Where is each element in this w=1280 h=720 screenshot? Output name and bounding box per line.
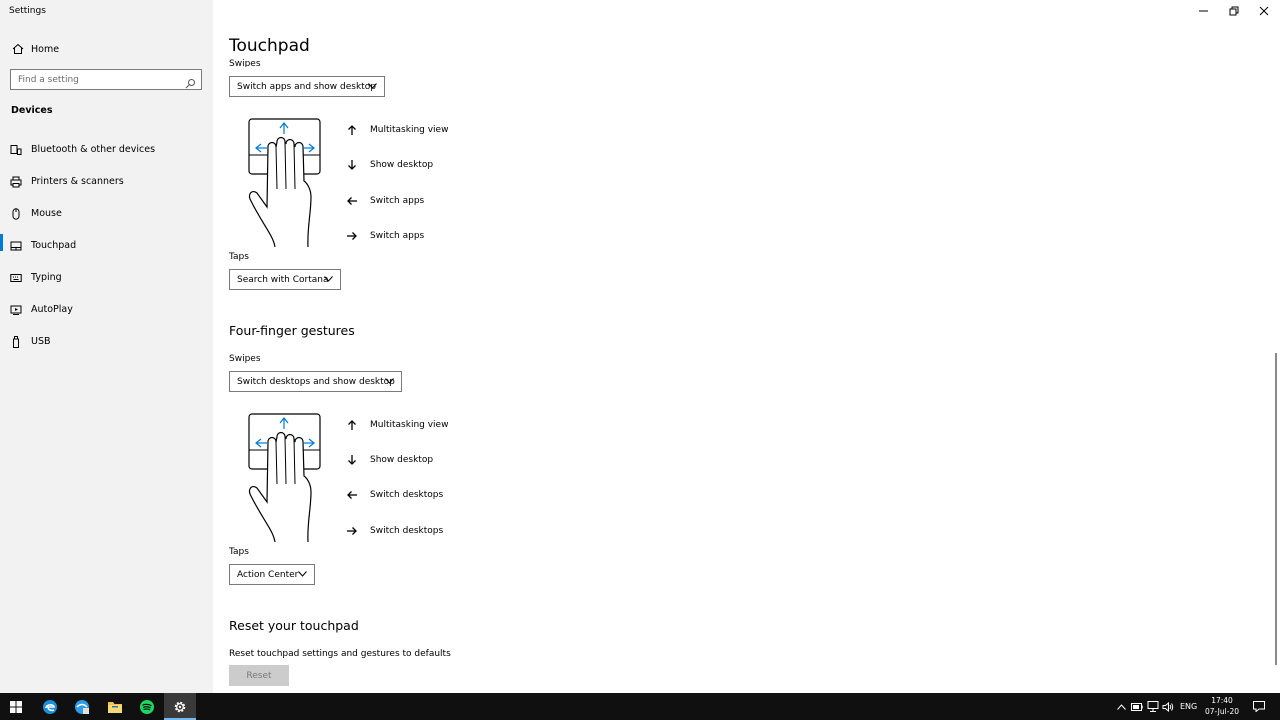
sidebar-item-label: USB xyxy=(31,336,51,347)
arrow-down-icon xyxy=(346,159,358,171)
reset-button[interactable]: Reset xyxy=(229,665,289,686)
folder-icon xyxy=(107,700,123,714)
gesture-label: Multitasking view xyxy=(370,125,449,135)
four-finger-taps-dropdown[interactable] xyxy=(229,564,315,585)
sidebar-item-printers[interactable] xyxy=(0,171,213,203)
volume-icon xyxy=(1162,702,1174,712)
four-finger-swipes-label: Swipes xyxy=(229,354,261,364)
arrow-left-icon xyxy=(346,489,358,501)
taskbar-file-explorer[interactable] xyxy=(99,693,131,720)
spotify-icon xyxy=(139,699,155,715)
close-button[interactable] xyxy=(1249,0,1279,22)
sidebar-item-touchpad[interactable] xyxy=(0,235,213,267)
three-finger-gesture-illustration xyxy=(245,117,325,247)
notification-icon xyxy=(1253,701,1265,712)
four-finger-swipes-dropdown[interactable] xyxy=(229,371,402,392)
page-title: Touchpad xyxy=(229,36,310,56)
sidebar-nav xyxy=(0,139,213,363)
search-box[interactable] xyxy=(10,69,202,90)
gear-icon xyxy=(173,700,187,714)
four-finger-right-row xyxy=(346,523,444,539)
sidebar-item-label: Printers & scanners xyxy=(31,176,124,187)
three-finger-swipes-dropdown[interactable] xyxy=(229,76,385,97)
reset-heading: Reset your touchpad xyxy=(229,618,359,633)
gesture-label: Show desktop xyxy=(370,160,434,170)
three-finger-left-row xyxy=(346,193,425,209)
close-icon xyxy=(1259,6,1269,16)
reset-description: Reset touchpad settings and gestures to defaults xyxy=(229,649,451,659)
app-title: Settings xyxy=(9,6,46,16)
home-icon xyxy=(11,42,25,56)
chevron-down-icon xyxy=(368,83,377,89)
four-finger-gesture-illustration xyxy=(245,412,325,542)
gesture-label: Show desktop xyxy=(370,455,434,465)
taskbar-clock[interactable] xyxy=(1202,695,1242,717)
search-icon[interactable] xyxy=(185,74,196,85)
taskbar-app-2[interactable] xyxy=(66,693,98,720)
gesture-label: Multitasking view xyxy=(370,420,449,430)
taskbar xyxy=(0,693,1280,720)
minimize-icon xyxy=(1199,6,1209,16)
mouse-icon xyxy=(9,207,23,221)
chevron-down-icon xyxy=(324,276,333,282)
sidebar-item-usb[interactable] xyxy=(0,331,213,363)
four-finger-down-row xyxy=(346,452,434,468)
taskbar-settings[interactable] xyxy=(164,693,196,720)
sidebar-item-mouse[interactable] xyxy=(0,203,213,235)
chevron-up-icon xyxy=(1117,704,1126,710)
tray-volume[interactable] xyxy=(1161,693,1175,720)
three-finger-taps-dropdown[interactable] xyxy=(229,269,341,290)
autoplay-icon xyxy=(9,303,23,317)
section-label-devices: Devices xyxy=(11,105,53,116)
dropdown-value: Action Center xyxy=(237,569,299,580)
sidebar-home-label: Home xyxy=(31,43,60,55)
sidebar-home[interactable] xyxy=(0,38,213,60)
action-center-button[interactable] xyxy=(1250,693,1268,720)
taskbar-spotify[interactable] xyxy=(131,693,163,720)
restore-button[interactable] xyxy=(1219,0,1249,22)
sidebar-item-typing[interactable] xyxy=(0,267,213,299)
three-finger-swipes-label: Swipes xyxy=(229,59,261,67)
tray-battery[interactable] xyxy=(1130,693,1144,720)
touchpad-icon xyxy=(9,239,23,253)
gesture-label: Switch desktops xyxy=(370,490,444,500)
clock-time: 17:40 xyxy=(1211,696,1233,705)
chevron-down-icon xyxy=(385,378,394,384)
chevron-down-icon xyxy=(298,571,307,577)
arrow-up-icon xyxy=(346,419,358,431)
printer-icon xyxy=(9,175,23,189)
three-finger-down-row xyxy=(346,157,434,173)
keyboard-icon xyxy=(9,271,23,285)
sidebar-item-autoplay[interactable] xyxy=(0,299,213,331)
sidebar xyxy=(0,0,213,693)
three-finger-taps-label: Taps xyxy=(229,252,249,262)
sidebar-item-label: Typing xyxy=(31,272,62,283)
arrow-left-icon xyxy=(346,195,358,207)
arrow-right-icon xyxy=(346,525,358,537)
four-finger-up-row xyxy=(346,417,449,433)
arrow-down-icon xyxy=(346,454,358,466)
four-finger-left-row xyxy=(346,487,444,503)
tray-network[interactable] xyxy=(1146,693,1160,720)
battery-icon xyxy=(1131,703,1143,711)
sidebar-item-label: Touchpad xyxy=(31,240,77,251)
restore-icon xyxy=(1229,6,1239,16)
dropdown-value: Search with Cortana xyxy=(237,274,329,285)
dropdown-value: Switch desktops and show desktop xyxy=(237,376,395,387)
gesture-label: Switch apps xyxy=(370,231,425,241)
gesture-label: Switch desktops xyxy=(370,526,444,536)
sidebar-item-label: Mouse xyxy=(31,208,62,219)
arrow-right-icon xyxy=(346,230,358,242)
clock-date: 07-Jul-20 xyxy=(1205,707,1239,716)
edge-icon xyxy=(42,699,58,715)
bluetooth-devices-icon xyxy=(9,143,23,157)
minimize-button[interactable] xyxy=(1189,0,1219,22)
language-indicator[interactable]: ENG xyxy=(1180,702,1198,711)
usb-icon xyxy=(9,335,23,349)
search-input[interactable] xyxy=(11,70,183,89)
three-finger-right-row xyxy=(346,228,425,244)
three-finger-up-row xyxy=(346,122,449,138)
taskbar-edge[interactable] xyxy=(34,693,66,720)
show-hidden-icons-button[interactable] xyxy=(1114,693,1128,720)
mail-app-icon xyxy=(74,699,90,715)
gesture-label: Switch apps xyxy=(370,196,425,206)
start-button[interactable] xyxy=(0,693,32,720)
sidebar-item-label: Bluetooth & other devices xyxy=(31,144,156,155)
four-finger-taps-label: Taps xyxy=(229,547,249,557)
dropdown-value: Switch apps and show desktop xyxy=(237,81,376,92)
sidebar-item-label: AutoPlay xyxy=(31,304,73,315)
main-scrollbar[interactable] xyxy=(1275,353,1277,665)
arrow-up-icon xyxy=(346,124,358,136)
four-finger-heading: Four-finger gestures xyxy=(229,323,355,338)
sidebar-item-bluetooth[interactable] xyxy=(0,139,213,171)
windows-logo-icon xyxy=(10,701,22,713)
network-icon xyxy=(1147,701,1159,712)
